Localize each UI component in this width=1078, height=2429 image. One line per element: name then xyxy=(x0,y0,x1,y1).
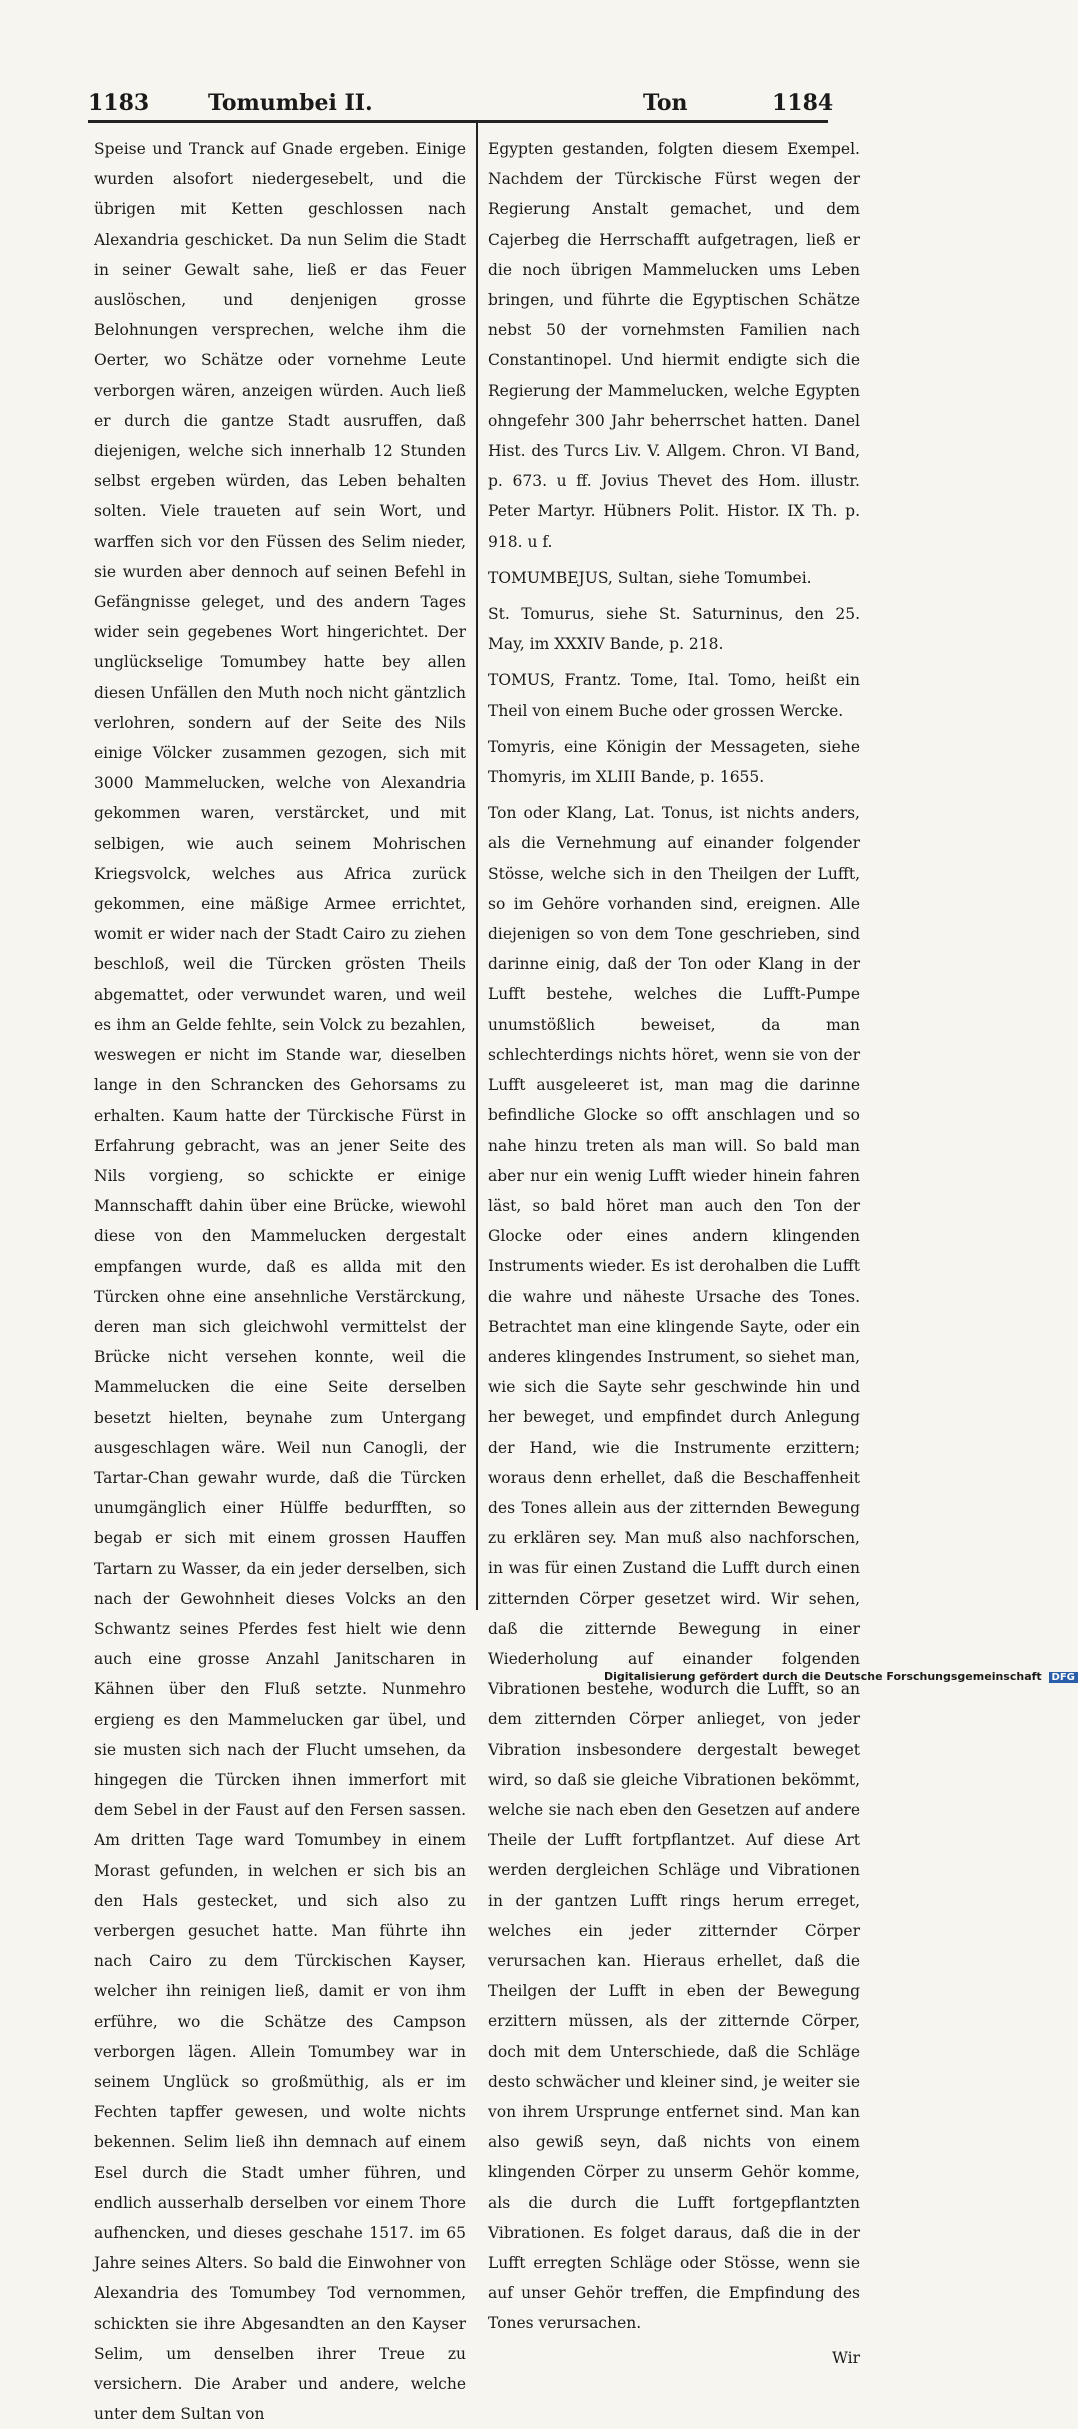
right-page-number: 1184 xyxy=(772,90,834,116)
footer-text: Digitalisierung gefördert durch die Deutsche Forschungsgemeinschaft xyxy=(604,1670,1042,1683)
right-column xyxy=(488,134,860,2373)
header-rule xyxy=(88,120,828,123)
entry-tomurus: St. Tomurus, siehe St. Saturninus, den 25. May, im XXXIV Bande, p. 218. xyxy=(488,605,860,654)
left-running-title: Tomumbei II. xyxy=(208,90,373,116)
right-paragraph: Egypten gestanden, folgten diesem Exempel. Nachdem der Türckische Fürst wegen der Regierung Anstalt gemachet, und dem Cajerbeg die Herrschafft aufgetragen, ließ er die noch übrigen Mammelucken ums Leben bringen, und führte die Egyptischen Schätze nebst 50 der vornehmsten Familien nach Constantinopel. Und hiermit endigte sich die Regierung der Mammelucken, welche Egypten ohngefehr 300 Jahr beherrschet hatten. Danel Hist. des Turcs Liv. V. Allgem. Chron. VI Band, p. 673. u ff. Jovius Thevet des Hom. illustr. Peter Martyr. Hübners Polit. Histor. IX Th. p. 918. u f. xyxy=(488,140,860,551)
left-column xyxy=(94,134,466,2429)
left-page-number: 1183 xyxy=(88,90,150,116)
column-divider xyxy=(476,120,478,1610)
dfg-logo: DFG xyxy=(1049,1672,1078,1683)
catchword: Wir xyxy=(831,2348,860,2367)
entry-tomumbejus: TOMUMBEJUS, Sultan, siehe Tomumbei. xyxy=(488,568,812,587)
entry-ton: Ton oder Klang, Lat. Tonus, ist nichts anders, als die Vernehmung auf einander folgender Stösse, welche sich in den Theilgen der Lufft, so im Gehöre vorhanden sind, ereignen. Alle diejenigen so von dem Tone geschrieben, sind darinne einig, daß der Ton oder Klang in der Lufft bestehe, welches die Lufft-Pumpe unumstößlich beweiset, da man schlechterdings nichts höret, wenn sie von der Lufft ausgeleeret ist, man mag die darinne befindliche Glocke so offt anschlagen und so nahe hinzu treten als man will. So bald man aber nur ein wenig Lufft wieder hinein fahren läst, so bald höret man auch den Ton der Glocke oder eines andern klingenden Instruments wieder. Es ist derohalben die Lufft die wahre und näheste Ursache des Tones. Betrachtet man eine klingende Sayte, oder ein anderes klingendes Instrument, so siehet man, wie sich die Sayte sehr geschwinde hin und her beweget, und empfindet durch Anlegung der Hand, wie die Instrumente erzittern; woraus denn erhellet, daß die Beschaffenheit des Tones allein aus der zitternden Bewegung zu erklären sey. Man muß also nachforschen, in was für einen Zustand die Lufft durch einen zitternden Cörper gesetzet wird. Wir sehen, daß die zitternde Bewegung in einer Wiederholung auf einander folgenden Vibrationen bestehe, wodurch die Lufft, so an dem zitternden Cörper anlieget, von jeder Vibration insbesondere dergestalt beweget wird, so daß sie gleiche Vibrationen bekömmt, welche sie nach eben den Gesetzen auf andere Theile der Lufft fortpflantzet. Auf diese Art werden dergleichen Schläge und Vibrationen in der gantzen Lufft rings herum erreget, welches ein jeder zitternder Cörper verursachen kan. Hieraus erhellet, daß die Theilgen der Lufft in eben der Bewegung erzittern müssen, als der zitternde Cörper, doch mit dem Unterschiede, daß die Schläge desto schwächer und kleiner sind, je weiter sie von ihrem Ursprunge entfernet sind. Man kan also gewiß seyn, daß nichts von einem klingenden Cörper zu unserm Gehör komme, als die durch die Lufft fortgepflantzten Vibrationen. Es folget daraus, daß die in der Lufft erregten Schläge oder Stösse, wenn sie auf unser Gehör treffen, die Empfindung des Tones verursachen. xyxy=(488,804,860,2333)
right-running-title: Ton xyxy=(643,90,688,116)
left-paragraph: Speise und Tranck auf Gnade ergeben. Einige wurden alsofort niedergesebelt, und die übrigen mit Ketten geschlossen nach Alexandria geschicket. Da nun Selim die Stadt in seiner Gewalt sahe, ließ er das Feuer auslöschen, und denjenigen grosse Belohnungen versprechen, welche ihm die Oerter, wo Schätze oder vornehme Leute verborgen wären, anzeigen würden. Auch ließ er durch die gantze Stadt ausruffen, daß diejenigen, welche sich innerhalb 12 Stunden selbst ergeben würden, das Leben behalten solten. Viele traueten auf sein Wort, und warffen sich vor den Füssen des Selim nieder, sie wurden aber dennoch auf seinen Befehl in Gefängnisse geleget, und des andern Tages wider sein gegebenes Wort hingerichtet. Der unglückselige Tomumbey hatte bey allen diesen Unfällen den Muth noch nicht gäntzlich verlohren, sondern auf der Seite des Nils einige Völcker zusammen gezogen, sich mit 3000 Mammelucken, welche von Alexandria gekommen waren, verstärcket, und mit selbigen, wie auch seinem Mohrischen Kriegsvolck, welches aus Africa zurück gekommen, eine mäßige Armee errichtet, womit er wider nach der Stadt Cairo zu ziehen beschloß, weil die Türcken grösten Theils abgemattet, oder verwundet waren, und weil es ihm an Gelde fehlte, sein Volck zu bezahlen, weswegen er nicht im Stande war, dieselben lange in den Schrancken des Gehorsams zu erhalten. Kaum hatte der Türckische Fürst in Erfahrung gebracht, was an jener Seite des Nils vorgieng, so schickte er einige Mannschafft dahin über eine Brücke, wiewohl diese von den Mammelucken dergestalt empfangen wurde, daß es allda mit den Türcken ohne eine ansehnliche Verstärckung, deren man sich gleichwohl vermittelst der Brücke nicht versehen konnte, weil die Mammelucken die eine Seite derselben besetzt hielten, beynahe zum Untergang ausgeschlagen wäre. Weil nun Canogli, der Tartar-Chan gewahr wurde, daß die Türcken unumgänglich einer Hülffe bedurfften, so begab er sich mit einem grossen Hauffen Tartarn zu Wasser, da ein jeder derselben, sich nach der Gewohnheit dieses Volcks an den Schwantz seines Pferdes fest hielt wie denn auch eine grosse Anzahl Janitscharen in Kähnen über den Fluß setzte. Nunmehro ergieng es den Mammelucken gar übel, und sie musten sich nach der Flucht umsehen, da hingegen die Türcken ihnen immerfort mit dem Sebel in der Faust auf den Fersen sassen. Am dritten Tage ward Tomumbey in einem Morast gefunden, in welchen er sich bis an den Hals gestecket, und sich also zu verbergen gesuchet hatte. Man führte ihn nach Cairo zu dem Türckischen Kayser, welcher ihn reinigen ließ, damit er von ihm erführe, wo die Schätze des Campson verborgen lägen. Allein Tomumbey war in seinem Unglück so großmüthig, als er im Fechten tapffer gewesen, und wolte nichts bekennen. Selim ließ ihn demnach auf einem Esel durch die Stadt umher führen, und endlich ausserhalb derselben vor einem Thore aufhencken, und dieses geschahe 1517. im 65 Jahre seines Alters. So bald die Einwohner von Alexandria des Tomumbey Tod vernommen, schickten sie ihre Abgesandten an den Kayser Selim, um denselben ihrer Treue zu versichern. Die Araber und andere, welche unter dem Sultan von xyxy=(94,140,466,2424)
page-header xyxy=(88,84,834,124)
entry-tomus: TOMUS, Frantz. Tome, Ital. Tomo, heißt ein Theil von einem Buche oder grossen Wercke. xyxy=(488,671,860,720)
digitization-footer xyxy=(604,1670,1075,1683)
entry-tomyris: Tomyris, eine Königin der Messageten, siehe Thomyris, im XLIII Bande, p. 1655. xyxy=(488,737,860,787)
